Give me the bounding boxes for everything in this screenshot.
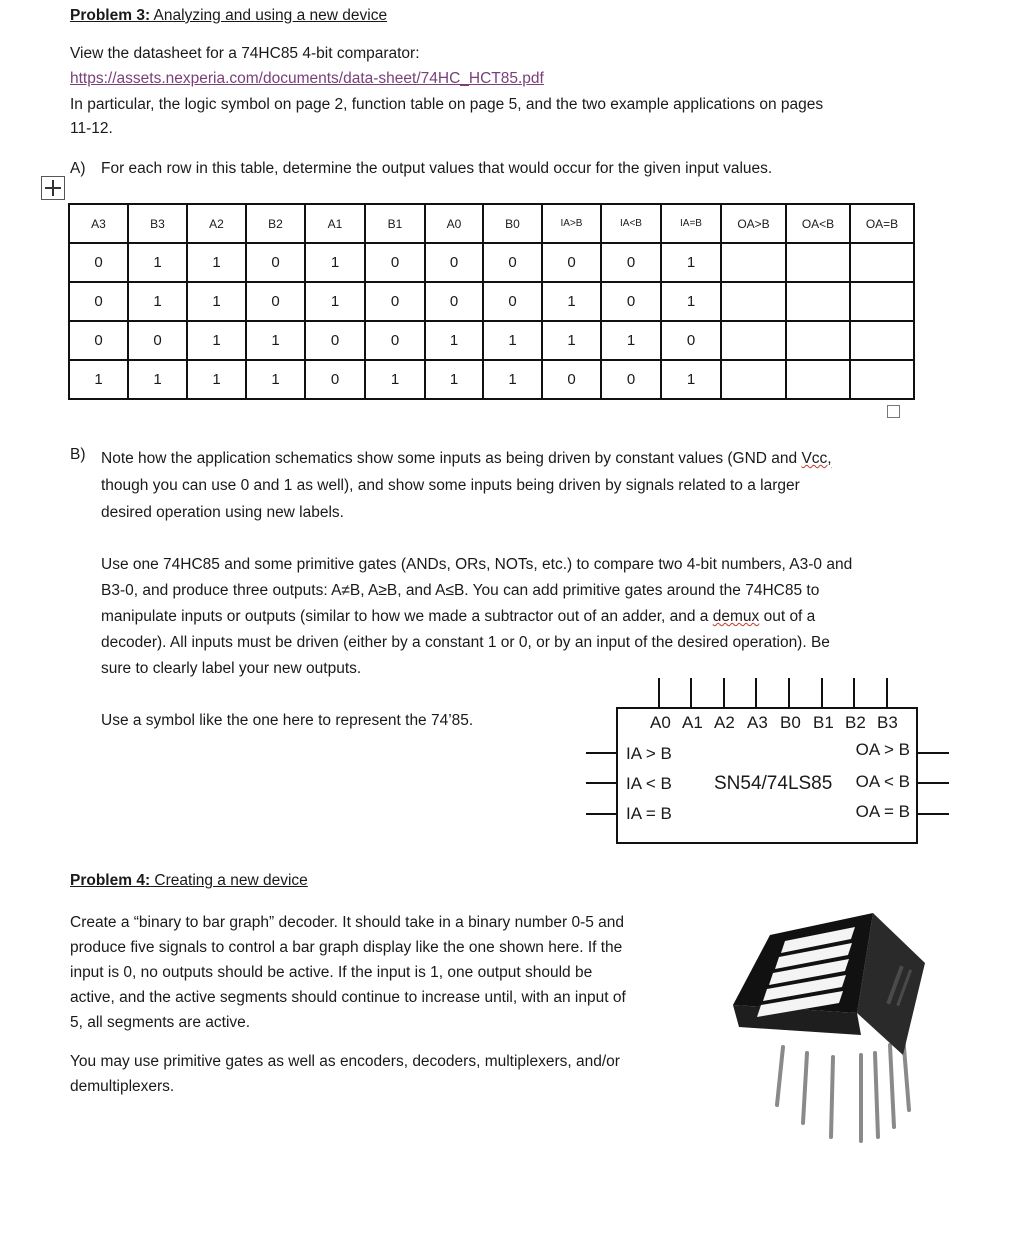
table-cell: 1 xyxy=(305,243,365,282)
chip-pin-b2: B2 xyxy=(845,713,866,732)
problem4-description: Create a “binary to bar graph” decoder. It should take in a binary number 0-5 and produce five signals to control a bar graph display like the one shown here. If the input is 0, no outputs should be active. If the input is 1, one output should be active, and the active segments should continue to increase until, with an input of 5, all segments are active. xyxy=(70,914,626,1031)
problem3-note-line1: In particular, the logic symbol on page 2, function table on page 5, and the two example applications on pages xyxy=(70,96,824,113)
table-header-cell: OA=B xyxy=(850,204,914,243)
problem3-note-line2: 11-12. xyxy=(70,120,113,137)
answer-cell[interactable] xyxy=(786,321,850,360)
table-header-row xyxy=(69,204,914,243)
datasheet-link[interactable]: https://assets.nexperia.com/documents/data-sheet/74HC_HCT85.pdf xyxy=(70,70,544,87)
table-cell: 0 xyxy=(69,243,128,282)
answer-cell[interactable] xyxy=(786,282,850,321)
table-header-cell: B3 xyxy=(128,204,187,243)
table-cell: 1 xyxy=(128,282,187,321)
table-header-cell: IA=B xyxy=(661,204,721,243)
table-header-cell: IA>B xyxy=(542,204,601,243)
table-cell: 1 xyxy=(305,282,365,321)
table-header-cell: B2 xyxy=(246,204,305,243)
table-cell: 0 xyxy=(542,360,601,399)
chip-name: SN54/74LS85 xyxy=(714,773,833,794)
table-move-handle-icon[interactable] xyxy=(41,176,65,200)
chip-input-eq: IA = B xyxy=(626,804,672,823)
bar-graph-display-image xyxy=(725,905,955,1155)
table-cell: 0 xyxy=(601,282,661,321)
table-cell: 0 xyxy=(69,321,128,360)
table-header-cell: OA<B xyxy=(786,204,850,243)
table-cell: 1 xyxy=(128,243,187,282)
answer-cell[interactable] xyxy=(850,360,914,399)
table-cell: 1 xyxy=(425,321,483,360)
table-cell: 0 xyxy=(305,360,365,399)
table-header-cell: IA<B xyxy=(601,204,661,243)
partB-instructions: Use one 74HC85 and some primitive gates (ANDs, ORs, NOTs, etc.) to compare two 4-bit numbers, A3-0 and B3-0, and produce three outputs: A≠B, A≥B, and A≤B. You can add primitive gates around the 74HC85 to manipulate inputs or outputs (similar to how we made a subtractor out of an adder, and a demux out of a decoder). All inputs must be driven (either by a constant 1 or 0, or by an input of the desired operation). Be sure to clearly label your new outputs. xyxy=(101,556,853,677)
table-header-cell: A1 xyxy=(305,204,365,243)
table-cell: 1 xyxy=(246,360,305,399)
table-cell: 0 xyxy=(542,243,601,282)
table-row xyxy=(69,282,914,321)
chip-pin-a1: A1 xyxy=(682,713,703,732)
problem4-allowed-parts: You may use primitive gates as well as encoders, decoders, multiplexers, and/or demultiplexers. xyxy=(70,1053,620,1095)
chip-body xyxy=(616,707,918,844)
table-cell: 0 xyxy=(425,282,483,321)
partA-text: For each row in this table, determine the output values that would occur for the given input values. xyxy=(101,160,773,177)
chip-pin-b0: B0 xyxy=(780,713,801,732)
table-cell: 1 xyxy=(542,282,601,321)
answer-cell[interactable] xyxy=(721,321,786,360)
table-cell: 1 xyxy=(187,243,246,282)
table-cell: 0 xyxy=(425,243,483,282)
table-header-cell: A3 xyxy=(69,204,128,243)
answer-cell[interactable] xyxy=(786,243,850,282)
answer-cell[interactable] xyxy=(721,243,786,282)
answer-cell[interactable] xyxy=(786,360,850,399)
table-cell: 0 xyxy=(365,321,425,360)
table-cell: 1 xyxy=(483,321,542,360)
partB-label: B) xyxy=(70,446,86,463)
answer-cell[interactable] xyxy=(850,321,914,360)
table-cell: 0 xyxy=(246,243,305,282)
table-cell: 1 xyxy=(601,321,661,360)
table-cell: 1 xyxy=(187,282,246,321)
chip-input-lt: IA < B xyxy=(626,774,672,793)
chip-output-eq: OA = B xyxy=(855,802,910,821)
chip-pin-b1: B1 xyxy=(813,713,834,732)
table-cell: 0 xyxy=(601,360,661,399)
table-header-cell: A0 xyxy=(425,204,483,243)
table-cell: 0 xyxy=(246,282,305,321)
table-cell: 1 xyxy=(425,360,483,399)
chip-output-lt: OA < B xyxy=(855,772,910,791)
table-cell: 1 xyxy=(661,243,721,282)
table-cell: 0 xyxy=(365,243,425,282)
table-cell: 1 xyxy=(661,360,721,399)
problem3-heading: Problem 3: Analyzing and using a new device xyxy=(70,7,388,24)
chip-pin-a0: A0 xyxy=(650,713,671,732)
partB-note: Note how the application schematics show some inputs as being driven by constant values (GND and Vcc, though you can use 0 and 1 as well), and show some inputs being driven by signals related to a larger desired operation using new labels. xyxy=(101,450,832,521)
symbol-note: Use a symbol like the one here to represent the 74’85. xyxy=(101,712,474,729)
table-cell: 1 xyxy=(69,360,128,399)
answer-cell[interactable] xyxy=(850,243,914,282)
answer-cell[interactable] xyxy=(721,282,786,321)
table-header-cell: A2 xyxy=(187,204,246,243)
table-row xyxy=(69,321,914,360)
table-cell: 0 xyxy=(661,321,721,360)
table-cell: 0 xyxy=(69,282,128,321)
table-header-cell: B1 xyxy=(365,204,425,243)
table-header-cell: B0 xyxy=(483,204,542,243)
table-cell: 1 xyxy=(187,360,246,399)
chip-output-gt: OA > B xyxy=(855,740,910,759)
table-cell: 1 xyxy=(365,360,425,399)
table-row xyxy=(69,243,914,282)
partA-label: A) xyxy=(70,160,86,177)
table-cell: 1 xyxy=(483,360,542,399)
chip-pin-a3: A3 xyxy=(747,713,768,732)
truth-table xyxy=(68,203,915,400)
table-cell: 1 xyxy=(187,321,246,360)
chip-pin-b3: B3 xyxy=(877,713,898,732)
problem4-heading: Problem 4: Creating a new device xyxy=(70,872,308,889)
table-cell: 0 xyxy=(365,282,425,321)
table-row xyxy=(69,360,914,399)
problem3-intro: View the datasheet for a 74HC85 4-bit comparator: xyxy=(70,45,420,62)
table-header-cell: OA>B xyxy=(721,204,786,243)
table-cell: 0 xyxy=(128,321,187,360)
chip-input-gt: IA > B xyxy=(626,744,672,763)
answer-cell[interactable] xyxy=(850,282,914,321)
table-cell: 1 xyxy=(542,321,601,360)
table-cell: 1 xyxy=(128,360,187,399)
table-cell: 0 xyxy=(483,243,542,282)
table-resize-handle-icon[interactable] xyxy=(887,405,900,418)
table-cell: 1 xyxy=(246,321,305,360)
table-cell: 0 xyxy=(305,321,365,360)
table-cell: 1 xyxy=(661,282,721,321)
chip-pin-a2: A2 xyxy=(714,713,735,732)
answer-cell[interactable] xyxy=(721,360,786,399)
table-cell: 0 xyxy=(483,282,542,321)
table-cell: 0 xyxy=(601,243,661,282)
